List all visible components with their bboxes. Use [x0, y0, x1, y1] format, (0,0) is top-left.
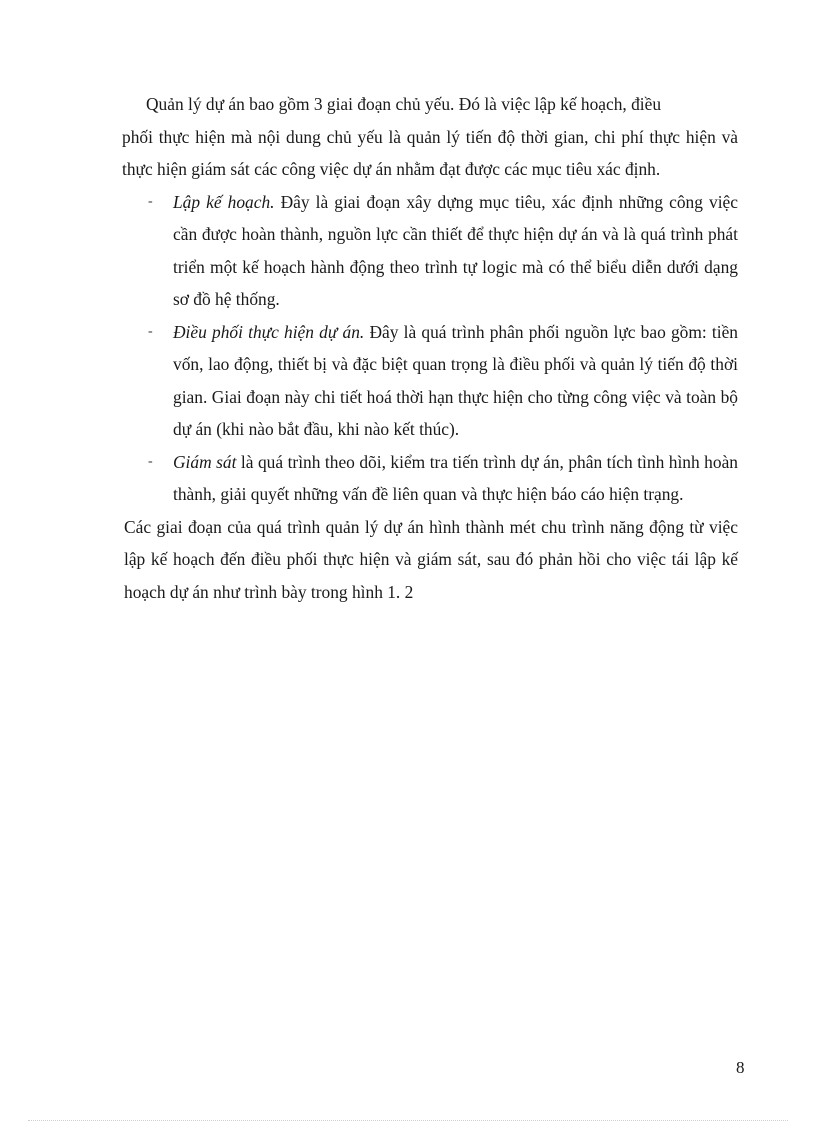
- intro-paragraph: [122, 88, 738, 186]
- list-item: [148, 186, 738, 316]
- stage-term: Lập kế hoạch.: [173, 191, 275, 212]
- bullet-dash: -: [148, 193, 153, 209]
- stages-list: [148, 186, 738, 511]
- bullet-dash: -: [148, 453, 153, 469]
- list-item: [148, 446, 738, 511]
- stage-term: Điều phối thực hiện dự án.: [173, 321, 365, 342]
- bullet-dash: -: [148, 323, 153, 339]
- footer-divider: [28, 1120, 788, 1121]
- document-body: [122, 88, 738, 608]
- closing-paragraph: Các giai đoạn của quá trình quản lý dự án hình thành mét chu trình năng động từ việc lập kế hoạch đến điều phối thực hiện và giám sát, sau đó phản hồi cho việc tái lập kế hoạch dự án như trình bày trong hình 1. 2: [124, 516, 738, 602]
- stage-description: Đây là giai đoạn xây dựng mục tiêu, xác định những công việc cần được hoàn thành, nguồn lực cần thiết để thực hiện dự án và là quá trình phát triển một kế hoạch hành động theo trình tự logic mà có thể biểu diễn dưới dạng sơ đồ hệ thống.: [173, 191, 738, 309]
- stage-description: là quá trình theo dõi, kiểm tra tiến trình dự án, phân tích tình hình hoàn thành, giải quyết những vấn đề liên quan và thực hiện báo cáo hiện trạng.: [173, 451, 738, 504]
- stage-description: Đây là quá trình phân phối nguồn lực bao gồm: tiền vốn, lao động, thiết bị và đặc biệt quan trọng là điều phối và quản lý tiến độ thời gian. Giai đoạn này chi tiết hoá thời hạn thực hiện cho từng công việc và toàn bộ dự án (khi nào bắt đầu, khi nào kết thúc).: [173, 321, 738, 439]
- page-number: 8: [736, 1058, 745, 1077]
- intro-first-line: Quản lý dự án bao gồm 3 giai đoạn chủ yếu. Đó là việc lập kế hoạch, điều: [146, 94, 662, 114]
- stage-term: Giám sát: [173, 451, 237, 472]
- intro-continuation: phối thực hiện mà nội dung chủ yếu là quản lý tiến độ thời gian, chi phí thực hiện và thực hiện giám sát các công việc dự án nhằm đạt được các mục tiêu xác định.: [122, 126, 738, 179]
- list-item: [148, 316, 738, 446]
